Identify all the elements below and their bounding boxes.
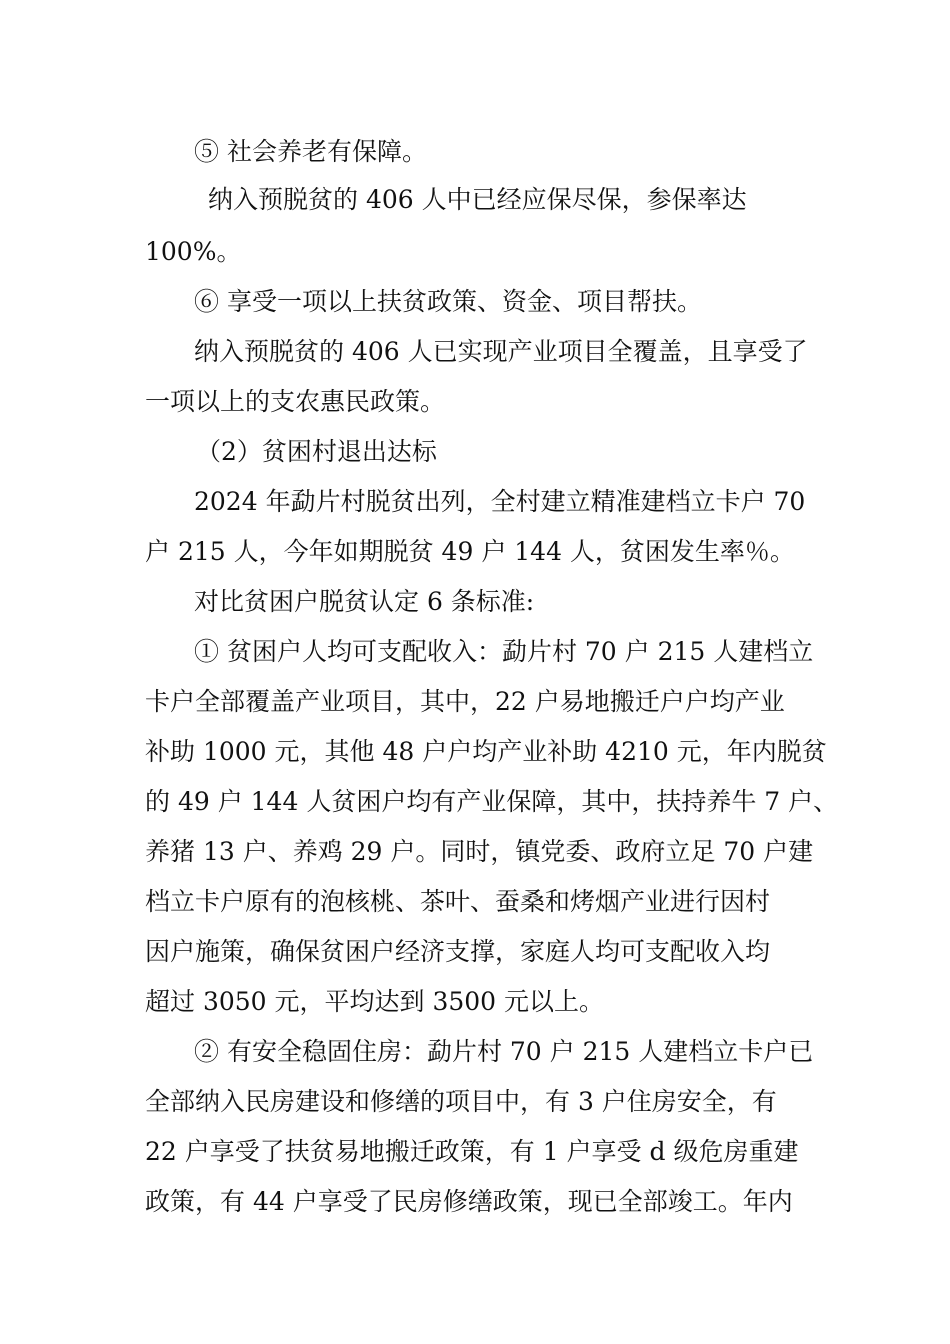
paragraph-line: 的 49 户 144 人贫困户均有产业保障，其中，扶持养牛 7 户、 [145,787,839,816]
section-heading: （2）贫困村退出达标 [196,437,437,466]
paragraph-line: ⑥ 享受一项以上扶贫政策、资金、项目帮扶。 [194,287,702,316]
paragraph-line: 档立卡户原有的泡核桃、茶叶、蚕桑和烤烟产业进行因村 [145,887,771,916]
paragraph-line: 超过 3050 元，平均达到 3500 元以上。 [145,987,605,1016]
paragraph-line: 补助 1000 元，其他 48 户户均产业补助 4210 元，年内脱贫 [145,737,827,766]
paragraph-line: 纳入预脱贫的 406 人已实现产业项目全覆盖，且享受了 [194,337,808,366]
paragraph-line: 对比贫困户脱贫认定 6 条标准: [194,587,535,616]
paragraph-line: 因户施策，确保贫困户经济支撑，家庭人均可支配收入均 [145,937,771,966]
paragraph-line: ⑤ 社会养老有保障。 [194,137,427,166]
paragraph-line: 2024 年勐片村脱贫出列，全村建立精准建档立卡户 70 [194,487,806,516]
paragraph-line: 全部纳入民房建设和修缮的项目中，有 3 户住房安全，有 [145,1087,777,1116]
paragraph-line: ② 有安全稳固住房：勐片村 70 户 215 人建档立卡户已 [194,1037,814,1066]
paragraph-line: 22 户享受了扶贫易地搬迁政策，有 1 户享受 d 级危房重建 [145,1137,799,1166]
paragraph-line: 一项以上的支农惠民政策。 [145,387,446,416]
paragraph-line: ① 贫困户人均可支配收入：勐片村 70 户 215 人建档立 [194,637,814,666]
paragraph-line: 户 215 人，今年如期脱贫 49 户 144 人，贫困发生率％。 [145,537,795,566]
paragraph-line: 卡户全部覆盖产业项目，其中，22 户易地搬迁户户均产业 [145,687,785,716]
paragraph-line: 纳入预脱贫的 406 人中已经应保尽保，参保率达 [208,185,747,214]
paragraph-line: 100%。 [145,237,242,266]
paragraph-line: 政策，有 44 户享受了民房修缮政策，现已全部竣工。年内 [145,1187,793,1216]
paragraph-line: 养猪 13 户、养鸡 29 户。同时，镇党委、政府立足 70 户建 [145,837,814,866]
